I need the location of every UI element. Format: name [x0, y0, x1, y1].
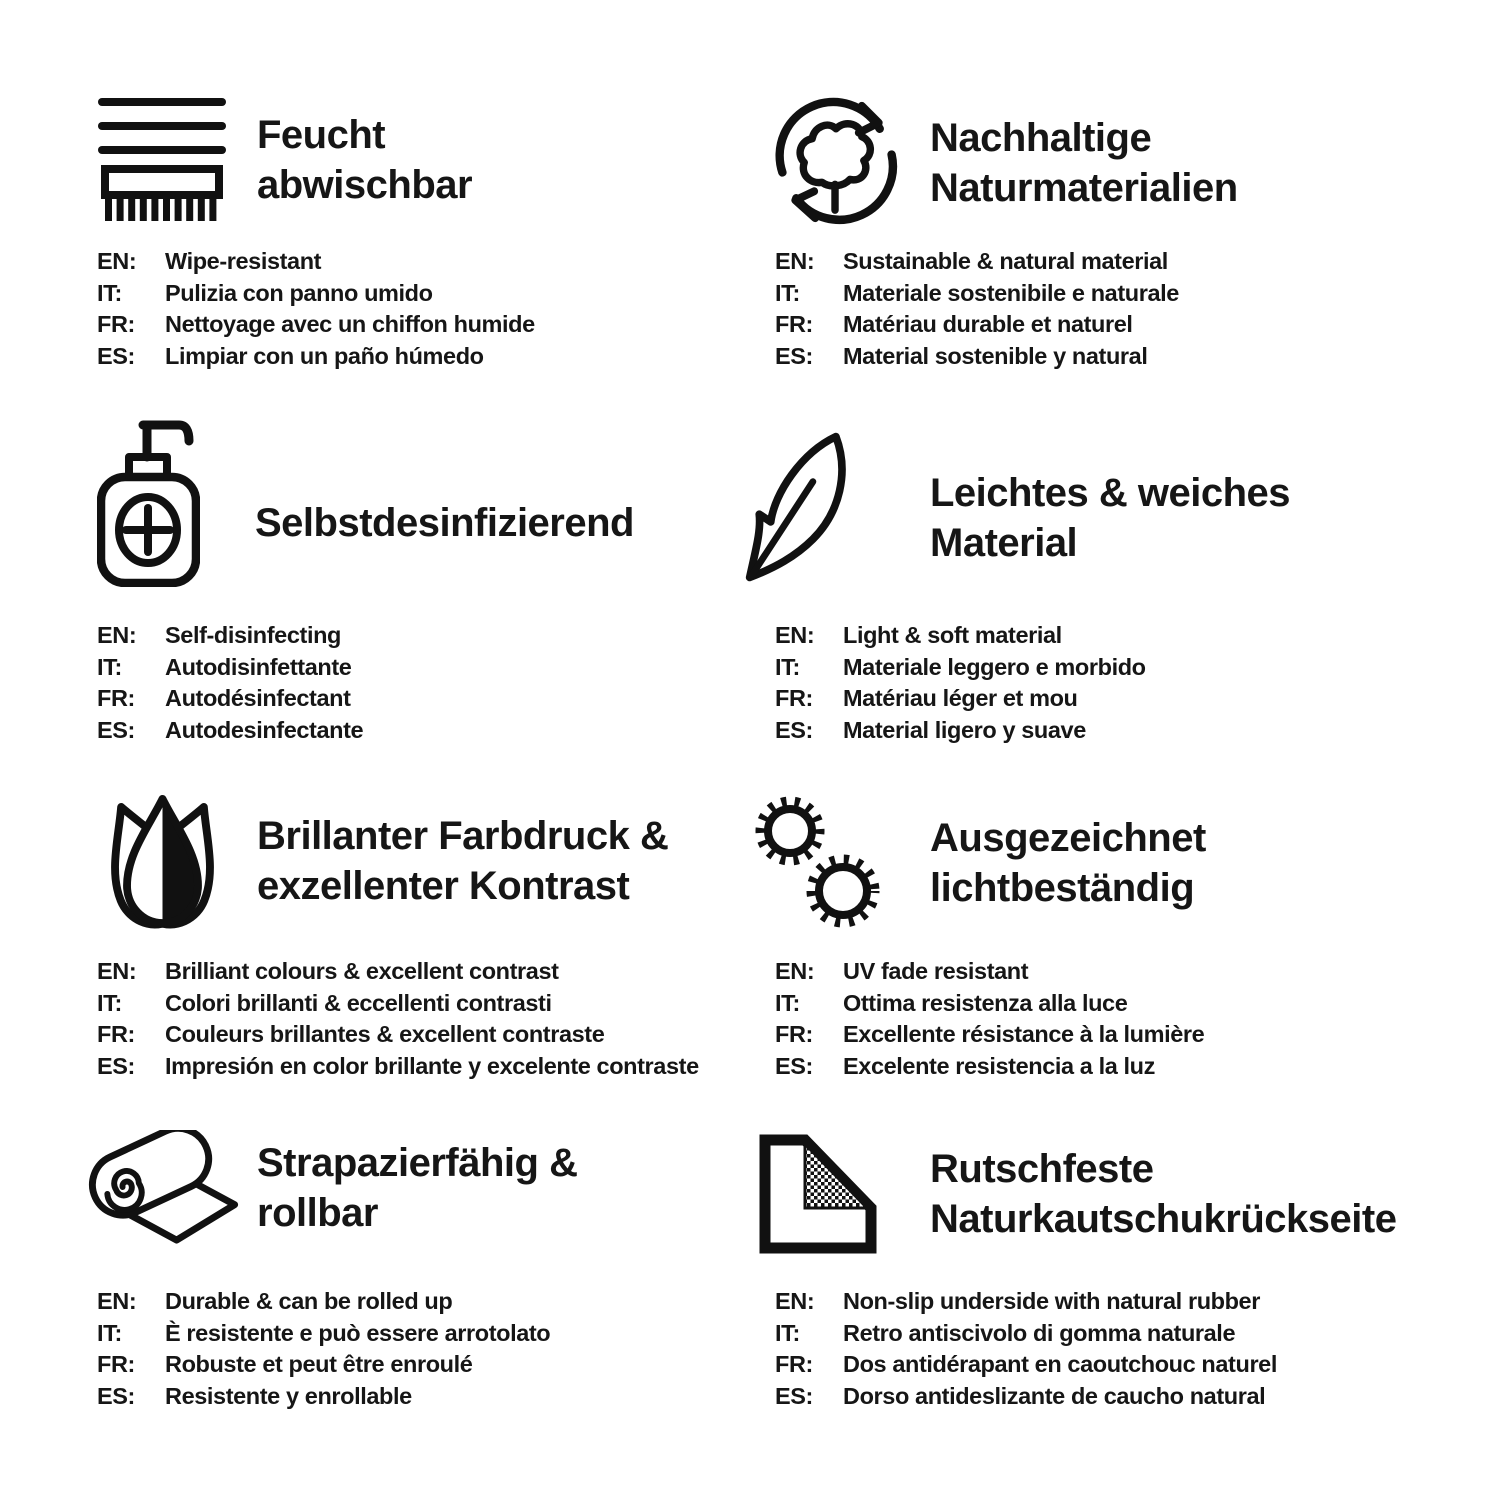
lang-text: Limpiar con un paño húmedo: [165, 343, 484, 370]
lang-label: IT:: [97, 989, 122, 1016]
title-line: Nachhaltige: [930, 115, 1152, 160]
translations-list: [97, 1286, 577, 1413]
lang-label: ES:: [775, 1053, 813, 1080]
lang-text: Pulizia con panno umido: [165, 279, 433, 306]
lang-label: ES:: [775, 343, 813, 370]
lang-label: EN:: [775, 1288, 815, 1314]
lang-text: Dos antidérapant en caoutchouc naturel: [843, 1351, 1277, 1378]
lang-label: FR:: [97, 685, 135, 712]
lang-text: Non-slip underside with natural rubber: [843, 1288, 1260, 1314]
lang-text: Colori brillanti & eccellenti contrasti: [165, 989, 552, 1016]
lang-text: Materiale leggero e morbido: [843, 653, 1146, 680]
feature-title: [930, 1144, 1396, 1244]
recycle-tree-icon: [772, 93, 902, 232]
brush-wipe-icon: [97, 95, 227, 225]
lang-text: Self-disinfecting: [165, 622, 341, 648]
translations-list: [97, 246, 535, 373]
feature-title: [930, 813, 1206, 913]
feature-title: [255, 498, 634, 548]
lang-label: ES:: [775, 717, 813, 744]
lang-text: Resistente y enrollable: [165, 1383, 412, 1410]
lang-text: Retro antiscivolo di gomma naturale: [843, 1319, 1236, 1346]
lang-text: Materiale sostenibile e naturale: [843, 279, 1179, 306]
feature-brilliant-colours: [97, 793, 699, 1083]
lang-text: Wipe-resistant: [165, 248, 322, 274]
lang-text: È resistente e può essere arrotolato: [165, 1319, 551, 1346]
title-line: Brillanter Farbdruck &: [257, 814, 669, 858]
title-line: Feucht: [257, 113, 386, 157]
lang-text: Sustainable & natural material: [843, 248, 1168, 274]
feature-title: [257, 1138, 577, 1238]
feature-title: [930, 113, 1238, 213]
feature-sustainable-materials: [772, 93, 1238, 373]
lang-text: Matériau léger et mou: [843, 685, 1078, 712]
lang-text: Autodesinfectante: [165, 717, 364, 744]
lang-label: EN:: [97, 958, 137, 984]
feature-title: [257, 811, 668, 911]
lang-text: Ottima resistenza alla luce: [843, 989, 1128, 1016]
lang-label: IT:: [97, 653, 122, 680]
title-line: Rutschfeste: [930, 1147, 1154, 1191]
uv-gears-icon: [750, 793, 885, 933]
lang-text: Impresión en color brillante y excelente contraste: [165, 1053, 699, 1080]
title-line: exzellenter Kontrast: [257, 864, 630, 908]
lang-label: ES:: [775, 1383, 813, 1410]
lang-text: Excellente résistance à la lumière: [843, 1021, 1205, 1048]
translations-list: [775, 956, 1206, 1083]
feature-durable-rollable: [72, 1130, 577, 1413]
lang-label: FR:: [97, 1351, 135, 1378]
feature-wipe-resistant: [97, 95, 535, 373]
title-line: lichtbeständig: [930, 866, 1195, 910]
lang-label: IT:: [775, 279, 800, 306]
lang-text: Material ligero y suave: [843, 717, 1086, 744]
lang-text: Matériau durable et naturel: [843, 311, 1133, 338]
lang-label: EN:: [775, 958, 815, 984]
lang-text: Dorso antideslizante de caucho natural: [843, 1383, 1266, 1410]
lang-text: Nettoyage avec un chiffon humide: [165, 311, 535, 338]
lang-label: FR:: [775, 311, 813, 338]
lang-label: ES:: [97, 1383, 135, 1410]
title-line: Naturkautschukrückseite: [930, 1197, 1397, 1241]
lang-label: FR:: [775, 1351, 813, 1378]
lang-text: Material sostenible y natural: [843, 343, 1148, 370]
ink-drops-icon: [97, 793, 228, 929]
lang-label: EN:: [97, 1288, 137, 1314]
lang-label: FR:: [97, 311, 135, 338]
soap-dispenser-icon: [97, 415, 200, 587]
lang-label: ES:: [97, 343, 135, 370]
title-line: Leichtes & weiches: [930, 470, 1291, 515]
translations-list: [775, 620, 1290, 747]
title-line: Ausgezeichnet: [930, 816, 1206, 860]
feature-self-disinfecting: [97, 415, 634, 747]
lang-text: Autodésinfectant: [165, 685, 351, 712]
lang-label: IT:: [97, 1319, 122, 1346]
rolled-mat-icon: [72, 1130, 240, 1246]
feature-title: [930, 468, 1290, 568]
lang-label: ES:: [97, 1053, 135, 1080]
lang-label: IT:: [775, 1319, 800, 1346]
lang-text: Durable & can be rolled up: [165, 1288, 453, 1314]
translations-list: [97, 956, 699, 1083]
lang-label: FR:: [775, 1021, 813, 1048]
translations-list: [97, 620, 634, 747]
title-line: Material: [930, 520, 1078, 565]
feature-uv-resistant: [750, 793, 1206, 1083]
lang-label: FR:: [775, 685, 813, 712]
lang-text: Robuste et peut être enroulé: [165, 1351, 473, 1378]
feature-title: [257, 110, 472, 210]
title-line: Strapazierfähig &: [257, 1141, 578, 1185]
lang-text: Light & soft material: [843, 622, 1062, 648]
lang-label: IT:: [775, 989, 800, 1016]
title-line: Selbstdesinfizierend: [255, 501, 634, 545]
lang-text: Autodisinfettante: [165, 653, 352, 680]
lang-label: EN:: [775, 622, 815, 648]
title-line: abwischbar: [257, 163, 473, 207]
title-line: Naturmaterialien: [930, 165, 1238, 210]
folded-corner-icon: [758, 1133, 878, 1255]
title-line: rollbar: [257, 1191, 378, 1235]
lang-text: UV fade resistant: [843, 958, 1029, 984]
lang-label: EN:: [775, 248, 815, 274]
lang-label: EN:: [97, 248, 137, 274]
lang-text: Excelente resistencia a la luz: [843, 1053, 1155, 1080]
lang-text: Couleurs brillantes & excellent contraste: [165, 1021, 605, 1048]
translations-list: [775, 246, 1238, 373]
feather-icon: [742, 430, 857, 585]
lang-label: FR:: [97, 1021, 135, 1048]
feature-light-soft-material: [742, 430, 1290, 747]
feature-nonslip-backing: [758, 1133, 1396, 1413]
lang-label: EN:: [97, 622, 137, 648]
translations-list: [775, 1286, 1396, 1413]
lang-label: IT:: [97, 279, 122, 306]
lang-text: Brilliant colours & excellent contrast: [165, 958, 559, 984]
lang-label: IT:: [775, 653, 800, 680]
lang-label: ES:: [97, 717, 135, 744]
